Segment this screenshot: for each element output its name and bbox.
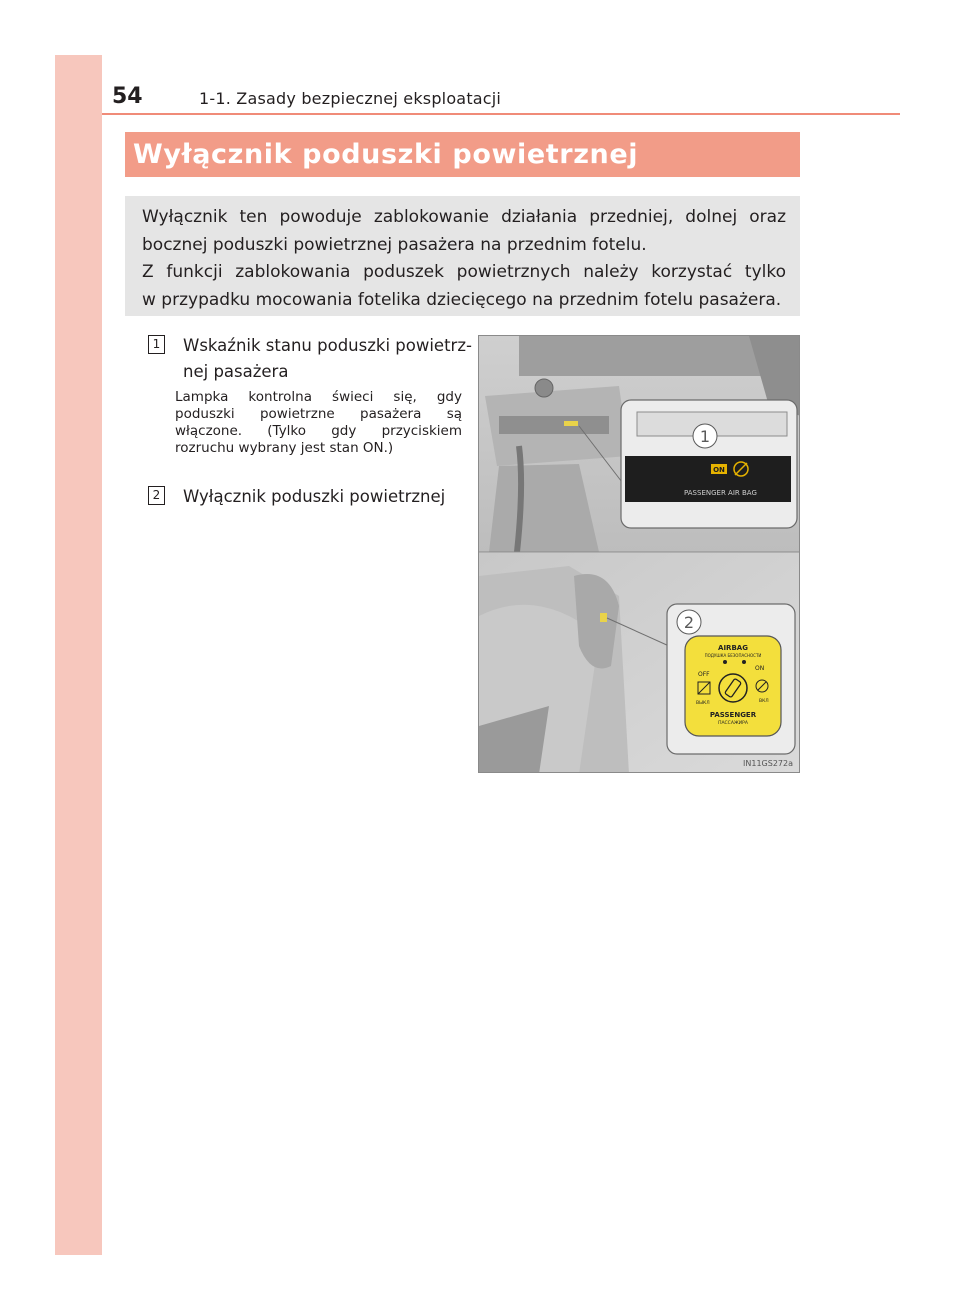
intro-line: w przypadku mocowania fotelika dziecięcego na przednim fotelu pasażera. — [142, 289, 782, 310]
switch-location — [600, 613, 607, 622]
intro-line: Wyłącznik ten powoduje zablokowanie działania przedniej, dolnej oraz — [142, 207, 786, 227]
item-number-2: 2 — [148, 486, 165, 505]
header-rule — [102, 113, 900, 115]
switch-airbag-label: AIRBAG — [718, 644, 748, 652]
side-tab-strip — [55, 55, 102, 1255]
callout-1-label: 1 — [699, 427, 711, 446]
indicator-caption: PASSENGER AIR BAG — [684, 489, 757, 497]
page-title: Wyłącznik poduszki powietrznej — [133, 139, 639, 170]
item-label-1-line-2: nej pasażera — [183, 362, 289, 381]
knob-icon — [535, 379, 553, 397]
section-path: 1-1. Zasady bezpiecznej eksploatacji — [199, 89, 502, 108]
intro-line: bocznej poduszki powietrznej pasażera na przednim fotelu. — [142, 234, 647, 255]
display-screen — [519, 336, 779, 376]
callout-2-label: 2 — [683, 613, 695, 632]
switch-off-ru-label: ВЫКЛ — [696, 701, 710, 706]
page-number: 54 — [112, 84, 143, 109]
item-note-1 — [175, 389, 462, 457]
on-lamp-label: ON — [713, 466, 725, 474]
switch-passenger-label: PASSENGER — [709, 711, 757, 719]
intro-box — [125, 196, 800, 316]
switch-airbag-ru-label: ПОДУШКА БЕЗОПАСНОСТИ — [704, 653, 762, 658]
key-slot-knob — [719, 674, 747, 702]
note-line: poduszki powietrzne pasażera są — [175, 406, 462, 422]
item-label-2: Wyłącznik poduszki powietrznej — [183, 487, 446, 506]
control-panel — [499, 416, 609, 434]
switch-passenger-ru-label: ПАССАЖИРА — [718, 721, 748, 726]
airbag-figure — [478, 335, 800, 773]
indicator-lamp — [564, 421, 578, 426]
airbag-illustration — [479, 336, 800, 773]
note-line: Lampka kontrolna świeci się, gdy — [175, 389, 462, 405]
item-label-1-line-1: Wskaźnik stanu poduszki powietrz- — [183, 336, 472, 355]
intro-line: Z funkcji zablokowania poduszek powietrznych należy korzystać tylko — [142, 262, 786, 282]
switch-on-label: ON — [755, 665, 765, 672]
note-line: włączone. (Tylko gdy przyciskiem — [175, 423, 462, 439]
figure-code: IN11GS272a — [743, 759, 793, 768]
switch-on-ru-label: ВКЛ — [759, 699, 769, 704]
item-number-1: 1 — [148, 335, 165, 354]
switch-off-label: OFF — [698, 671, 710, 678]
note-line: rozruchu wybrany jest stan ON.) — [175, 440, 394, 456]
